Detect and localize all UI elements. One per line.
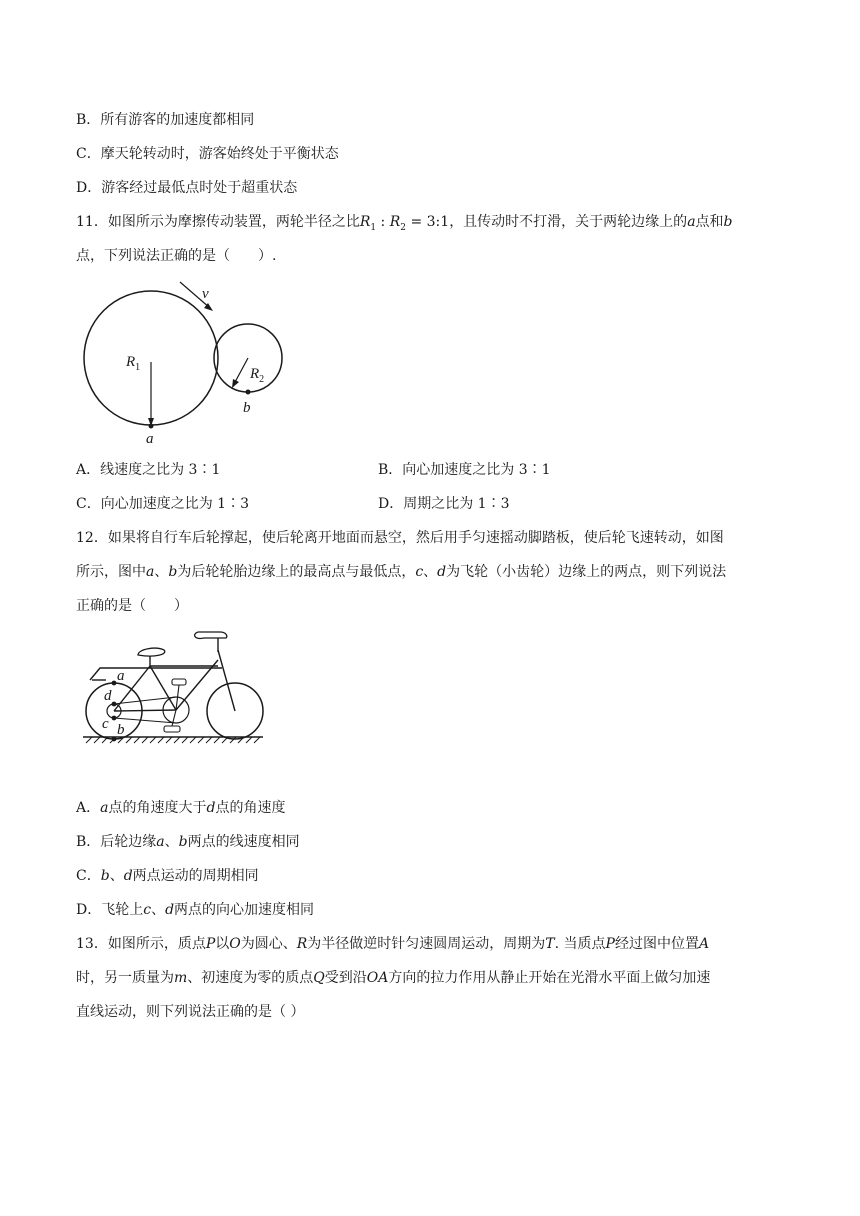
q12-option-d: D．飞轮上c、d两点的向心加速度相同: [76, 902, 315, 918]
point-b-dot: [246, 390, 251, 395]
r2-arrow-line: [234, 358, 248, 384]
saddle: [138, 648, 165, 656]
point-d-label: d: [104, 688, 112, 704]
q12-option-c: C．b、d两点运动的周期相同: [76, 868, 259, 884]
q11-stem-line1: 11．如图所示为摩擦传动装置，两轮半径之比$R_1$ : $R_2$ = 3:1，且传动时不打滑，关于两轮边缘上的a点和b: [76, 214, 733, 233]
point-d-dot: [112, 702, 117, 707]
q12-bicycle-figure: [80, 624, 280, 754]
point-a-label: a: [117, 668, 125, 684]
point-c-dot: [112, 716, 117, 721]
q10-option-d: D．游客经过最低点时处于超重状态: [76, 180, 298, 196]
r2-label: $R_2$: [250, 366, 265, 385]
point-a-label: a: [146, 431, 154, 447]
r2-arrow-head: [232, 379, 239, 388]
q11-friction-drive-figure: [70, 278, 310, 448]
q11-option-d: D．周期之比为 1∶3: [378, 496, 510, 512]
q13-stem-line1: 13．如图所示，质点P以O为圆心、R为半径做逆时针匀速圆周运动，周期为T. 当质点P经过图中位置A: [76, 936, 710, 952]
point-b-label: b: [117, 722, 125, 738]
q12-option-a: A．a点的角速度大于d点的角速度: [76, 800, 286, 816]
pedal-top: [172, 679, 186, 685]
point-a-dot: [112, 681, 117, 686]
v-label: v: [202, 286, 209, 302]
q10-option-c: C．摩天轮转动时，游客始终处于平衡状态: [76, 146, 339, 162]
q13-stem-line3: 直线运动，则下列说法正确的是（ ）: [76, 1004, 305, 1020]
point-b-label: b: [243, 400, 251, 416]
point-a-dot: [149, 424, 154, 429]
q12-option-b: B．后轮边缘a、b两点的线速度相同: [76, 834, 300, 850]
q12-stem-line1: 12．如果将自行车后轮撑起，使后轮离开地面而悬空，然后用手匀速摇动脚踏板，使后轮飞速转动，如图: [76, 530, 724, 546]
point-c-label: c: [102, 716, 109, 732]
point-b-dot: [112, 737, 117, 742]
q12-stem-line2: 所示，图中a、b为后轮轮胎边缘上的最高点与最低点，c、d为飞轮（小齿轮）边缘上的两点，则下列说法: [76, 564, 727, 580]
r1-label: $R_1$: [126, 354, 141, 373]
pedal-bottom: [164, 726, 180, 732]
q12-stem-line3: 正确的是（ ）: [76, 598, 188, 614]
handlebar: [195, 632, 227, 638]
q11-option-c: C．向心加速度之比为 1∶3: [76, 496, 249, 512]
q11-option-b: B．向心加速度之比为 3∶1: [378, 462, 551, 478]
q11-stem-line2: 点，下列说法正确的是（ ）.: [76, 248, 277, 264]
q10-option-b: B．所有游客的加速度都相同: [76, 112, 255, 128]
q13-stem-line2: 时，另一质量为m、初速度为零的质点Q受到沿OA方向的拉力作用从静止开始在光滑水平面上做匀加速: [76, 970, 711, 986]
q11-option-a: A．线速度之比为 3∶1: [76, 462, 221, 478]
